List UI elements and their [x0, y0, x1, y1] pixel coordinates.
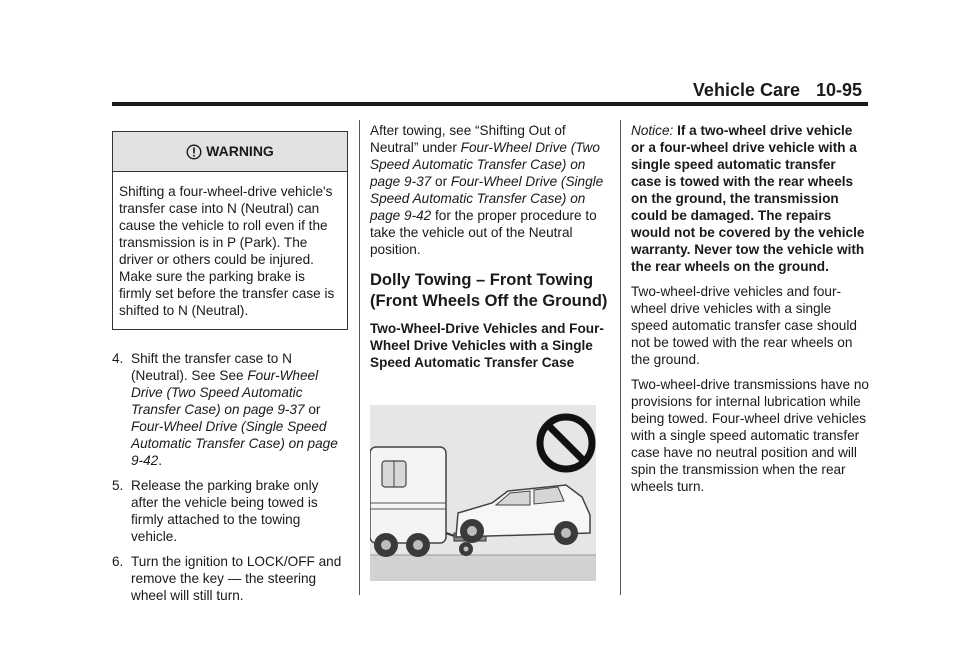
- steps-list: [112, 350, 348, 604]
- header-rule: [112, 102, 868, 106]
- warning-label: WARNING: [206, 143, 274, 159]
- column-1: [112, 122, 348, 612]
- step-number: 4.: [112, 351, 124, 366]
- page-header: [0, 0, 960, 110]
- paragraph: Two-wheel-drive vehicles and four-wheel drive vehicles with a single speed automatic transfer case should not be towed with the rear wheels on the ground.: [631, 284, 857, 367]
- warning-header: [113, 132, 347, 172]
- sub-heading: Two-Wheel-Drive Vehicles and Four-Wheel Drive Vehicles with a Single Speed Automatic Transfer Case: [370, 321, 604, 370]
- list-item: [112, 350, 348, 469]
- list-item: [112, 553, 348, 604]
- column-divider: [359, 120, 360, 595]
- warning-box: [112, 131, 348, 330]
- cross-reference-link[interactable]: Four-Wheel Drive (Single Speed Automatic Transfer Case) on page 9-42: [370, 174, 604, 223]
- warning-icon: [186, 144, 202, 160]
- page-number: 10-95: [815, 80, 862, 100]
- warning-text: Shifting a four-wheel-drive vehicle's transfer case into N (Neutral) can cause the vehicle to roll even if the transmission is in P (Park). The driver or others could be injured. Make sure the parking brake is firmly set before the transfer case is shifted to N (Neutral).: [119, 184, 335, 318]
- step-number: 6.: [112, 554, 124, 569]
- paragraph: Two-wheel-drive transmissions have no provisions for internal lubrication while being towed. Four-wheel drive vehicles with a single speed automatic transfer case have no neutral position and will spin the transmission when the rear wheels turn.: [631, 377, 869, 494]
- towing-vehicle: [370, 447, 446, 543]
- section-title: Vehicle Care: [692, 80, 800, 100]
- cross-reference-link[interactable]: Four-Wheel Drive (Two Speed Automatic Transfer Case) on page 9-37: [131, 368, 319, 417]
- column-3: [631, 122, 869, 503]
- towing-intro: After towing, see “Shifting Out of Neutral” under Four-Wheel Drive (Two Speed Automatic Transfer Case) on page 9-37 or Four-Wheel Drive (Single Speed Automatic Transfer Case) on page 9-42 for the proper procedure to take the vehicle out of the Neutral position.: [370, 123, 604, 257]
- notice: Notice: If a two-wheel drive vehicle or a four-wheel drive vehicle with a single speed automatic transfer case is towed with the rear wheels on the ground, the transmission could be damaged. The repairs would not be covered by the vehicle warranty. Never tow the vehicle with the rear wheels on the ground.: [631, 123, 865, 274]
- dolly-towing-illustration: [370, 405, 596, 581]
- step-number: 5.: [112, 478, 124, 493]
- column-2: [370, 122, 608, 585]
- step-text: Shift the transfer case to N (Neutral). See See Four-Wheel Drive (Two Speed Automatic Transfer Case) on page 9-37 or Four-Wheel Drive (Single Speed Automatic Transfer Case) on page 9-42.: [131, 351, 338, 468]
- step-text: Release the parking brake only after the vehicle being towed is firmly attached to the towing vehicle.: [131, 478, 319, 544]
- cross-reference-link[interactable]: Four-Wheel Drive (Single Speed Automatic Transfer Case) on page 9-42: [131, 419, 338, 468]
- cross-reference-link[interactable]: Four-Wheel Drive (Two Speed Automatic Transfer Case) on page 9-37: [370, 140, 600, 189]
- notice-label: Notice:: [631, 123, 674, 138]
- step-text: Turn the ignition to LOCK/OFF and remove the key — the steering wheel will still turn.: [131, 554, 342, 603]
- section-heading: Dolly Towing – Front Towing (Front Wheels Off the Ground): [370, 271, 608, 310]
- column-divider: [620, 120, 621, 595]
- list-item: [112, 477, 348, 545]
